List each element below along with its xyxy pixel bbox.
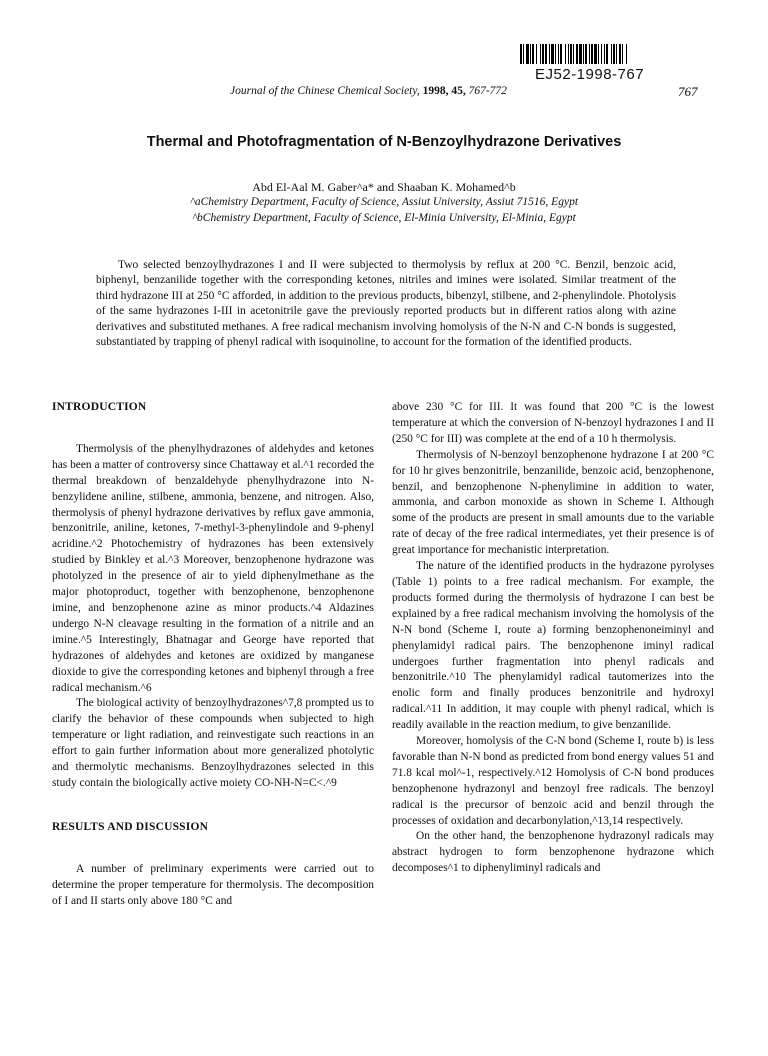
authors: Abd El-Aal M. Gaber^a* and Shaaban K. Mohamed^b	[252, 180, 516, 194]
page-number: 767	[678, 84, 698, 99]
results-paragraph-3: The nature of the identified products in the hydrazone pyrolyses (Table 1) points to a free radical mechanism. For example, the products formed during the thermolysis of hydrazone I can best be explained by a free radical mechanism involving the homolysis of the N-N bond (Scheme I, route a) forming benzophenoneiminyl and phenylamidyl radical pairs. The benzophenone iminyl radical undergoes further fragmentation into phenyl radicals and benzonitrile.^10 The phenylamidyl radical tautomerizes into the enolic form and finally produces benzonitrile and hydroxyl radical.^11 In addition, it may couple with phenyl radical, which is readily available in the reaction medium, to give benzanilide.	[392, 560, 714, 732]
affiliation-a: ^aChemistry Department, Faculty of Science, Assiut University, Assiut 71516, Egypt	[189, 196, 579, 208]
results-heading: RESULTS AND DISCUSSION	[52, 820, 209, 833]
results-paragraph-5: On the other hand, the benzophenone hydrazonyl radicals may abstract hydrogen to form benzophenone hydrazone which decomposes^1 to diphenyliminyl radicals and	[392, 830, 714, 875]
left-column	[52, 400, 374, 909]
intro-paragraph-2: The biological activity of benzoylhydrazones^7,8 prompted us to clarify the behavior of these compounds when subjected to high temperature or light radiation, and reinvestigate such reactions in an effort to gain further information about more generalized photolytic and thermolytic mechanisms. Benzoylhydrazones selected in this study contain the biologically active moiety CO-NH-N=C<.^9	[52, 697, 374, 789]
results-paragraph-continued: above 230 °C for III. It was found that 200 °C is the lowest temperature at which the conversion of N-benzoyl hydrazones I and II (250 °C for III) was complete at the end of a 10 h thermolysis.	[392, 401, 714, 445]
affiliation-b: ^bChemistry Department, Faculty of Science, El-Minia University, El-Minia, Egypt	[192, 212, 576, 224]
journal-name: Journal of the Chinese Chemical Society,	[230, 85, 420, 97]
results-paragraph-4: Moreover, homolysis of the C-N bond (Scheme I, route b) is less favorable than N-N bond as predicted from bond energy values 51 and 71.8 kcal mol^-1, respectively.^12 Homolysis of C-N bond produces benzophenone hydrazonyl and benzoyl free radicals. The benzoyl radical is the precursor of benzoic acid and benzil through the processes of oxidation and decarbonylation,^13,14 respectively.	[392, 735, 714, 827]
document-id: EJ52-1998-767	[535, 66, 645, 83]
results-paragraph-1: A number of preliminary experiments were carried out to determine the proper temperature for thermolysis. The decomposition of I and II starts only above 180 °C and	[52, 862, 374, 907]
paper-title: Thermal and Photofragmentation of N-Benzoylhydrazone Derivatives	[146, 134, 622, 150]
journal-citation	[230, 85, 507, 97]
barcode-gap	[627, 44, 629, 64]
abstract: Two selected benzoylhydrazones I and II were subjected to thermolysis by reflux at 200 °C. Benzil, benzoic acid, biphenyl, benzanilide together with the corresponding ketones, nitriles and imines were isolated. Similar treatment of the third hydrazone III at 250 °C afforded, in addition to the previous products, bibenzyl, stilbene, and 2-phenylindole. Photolysis of the same hydrazones I-III in acetonitrile gave the previously reported products but in different ratios along with azine derivatives and substituted methanes. A free radical mechanism involving homolysis of the N-N and C-N bonds is suggested, substantiated by trapping of phenyl radical with isoquinoline, to account for the formation of the identified products.	[96, 259, 676, 349]
barcode	[520, 44, 734, 64]
results-paragraph-2: Thermolysis of N-benzoyl benzophenone hydrazone I at 200 °C for 10 hr gives benzonitrile, benzanilide, benzoic acid, benzophenone, benzil, and benzophenone N-phenylimine in addition to water, ammonia, and carbon monoxide as shown in Scheme I. Although some of the products are present in small amounts due to the variable rate of decay of the free radical intermediates, yet their presence is of great importance for mechanistic interpretation.	[392, 448, 714, 557]
journal-pages: 767-772	[468, 85, 507, 97]
introduction-heading: INTRODUCTION	[52, 401, 147, 413]
intro-paragraph-1: Thermolysis of the phenylhydrazones of aldehydes and ketones has been a matter of controversy since Chattaway et al.^1 recorded the thermal breakdown of benzaldehyde phenylhydrazone into N-benzylidene aniline, stilbene, ammonia, benzene, and nitrogen. Also, thermolysis of phenyl hydrazone derivatives by reflux gave ammonia, benzonitrile, aniline, ketones, 7-methyl-3-phenylindole and 9-phenyl acridine.^2 Photochemistry of hydrazones has been extensively studied by Binkley et al.^3 Moreover, benzophenone hydrazone was photolyzed in the presence of air to yield diphenylmethane as the major photoproduct, together with benzophenone, benzophenone imine, and benzophenone azine as minor products.^4 Aldazines undergo N-N cleavage resulting in the formation of a nitrile and an imine.^5 Interestingly, Bhatnagar and George have reported that hydrazones of aldehydes and ketones are oxidized by manganese dioxide to give the corresponding ketones and biphenyl through a free radical mechanism.^6	[52, 442, 374, 694]
right-column	[392, 400, 714, 877]
journal-issue: 1998, 45,	[422, 85, 466, 97]
